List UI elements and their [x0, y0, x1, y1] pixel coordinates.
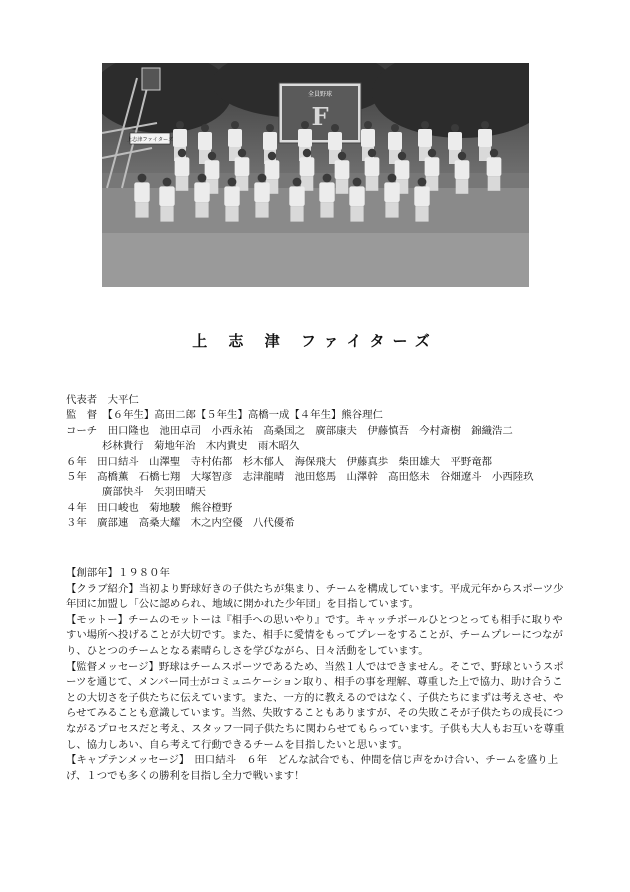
roster-value: 田口峻也 菊地駿 熊谷橙野: [97, 501, 233, 514]
roster-value: 廣部連 高桑大耀 木之内空優 八代優希: [97, 517, 295, 530]
club-intro: 【クラブ紹介】当初より野球好きの子供たちが集まり、チームを構成しています。平成元年からスポーツ少年団に加盟し「公に認められ、地域に開かれた少年団」を目指しています。: [66, 582, 564, 611]
roster-daihyo: [66, 393, 534, 408]
roster: [66, 393, 534, 532]
roster-value: 高橋薫 石橋七翔 大塚智彦 志津龍晴 池田悠馬 山澤幹 高田悠未 谷畑遼斗 小西陸玖: [97, 471, 534, 484]
founded-year: 【創部年】１９８０年: [66, 567, 170, 579]
roster-grade5: [66, 470, 534, 485]
team-sign-text: 上志津ファイターズ: [126, 137, 174, 143]
roster-kantoku: [66, 408, 534, 423]
roster-label: ３年: [66, 517, 87, 530]
roster-label: コーチ: [66, 424, 98, 437]
roster-coach-cont: 杉林貴行 菊地年治 木内貴史 雨木昭久: [102, 440, 300, 453]
team-photo: [102, 63, 529, 287]
page-title: 上 志 津 ファイターズ: [192, 332, 438, 350]
banner-top-text: 全員野球: [307, 91, 333, 98]
roster-label: ４年: [66, 501, 87, 514]
roster-label: ５年: [66, 471, 87, 484]
roster-grade4: [66, 501, 534, 516]
roster-coach: [66, 424, 534, 439]
captain-message: 【キャプテンメッセージ】 田口結斗 ６年 どんな試合でも、仲間を信じ声をかけ合い、チームを盛り上げ、１つでも多くの勝利を目指し全力で戦います！: [66, 754, 559, 782]
team-motto: 【モットー】チームのモットーは『相手への思いやり』です。キャッチボールひとつとっても相手に取りやすい場所へ投げることが大切です。また、相手に愛情をもってプレーをすることが、チームプレーにつながり、ひとつのチームとなる素晴らしさを学びながら、日々活動をしています。: [66, 613, 563, 657]
roster-label: ６年: [66, 455, 87, 468]
coach-message: 【監督メッセージ】野球はチームスポーツであるため、当然１人ではできません。そこで、野球というスポーツを通じて、メンバー同士がコミュニケーション取り、相手の事を理解、尊重した上で協力、助け合うことの大切さを子供たちに伝えています。また、一方的に教えるのではなく、子供たちにまずは考えさせ、やらせてみることも意識しています。当然、失敗することもありますが、その失敗こそが子供たちの成長につながるプロセスだと考え、スタッフ一同子供たちに関わらせてもらっています。子供も大人もお互いを尊重し、協力しあい、自ら考えて行動できるチームを目指したいと思います。: [66, 660, 565, 751]
banner-logo: F: [311, 102, 329, 131]
roster-grade3: [66, 516, 534, 531]
club-description: [66, 566, 566, 784]
roster-label: 監 督: [66, 409, 98, 422]
roster-label: 代表者: [66, 394, 98, 406]
roster-value: 【６年生】高田二郎【５年生】高橋一成【４年生】熊谷理仁: [107, 409, 383, 422]
roster-grade6: [66, 455, 534, 470]
roster-value: 大平仁: [107, 394, 139, 406]
roster-value: 田口結斗 山澤聖 寺村佑都 杉木郁人 海保飛大 伊藤真歩 柴田雄大 平野竜都: [97, 455, 493, 468]
roster-value: 田口隆也 池田卓司 小西永祐 高桑国之 廣部康夫 伊藤慎吾 今村斎樹 錦織浩二: [107, 424, 513, 437]
roster-grade5-cont: 廣部快斗 矢羽田晴天: [102, 486, 206, 499]
